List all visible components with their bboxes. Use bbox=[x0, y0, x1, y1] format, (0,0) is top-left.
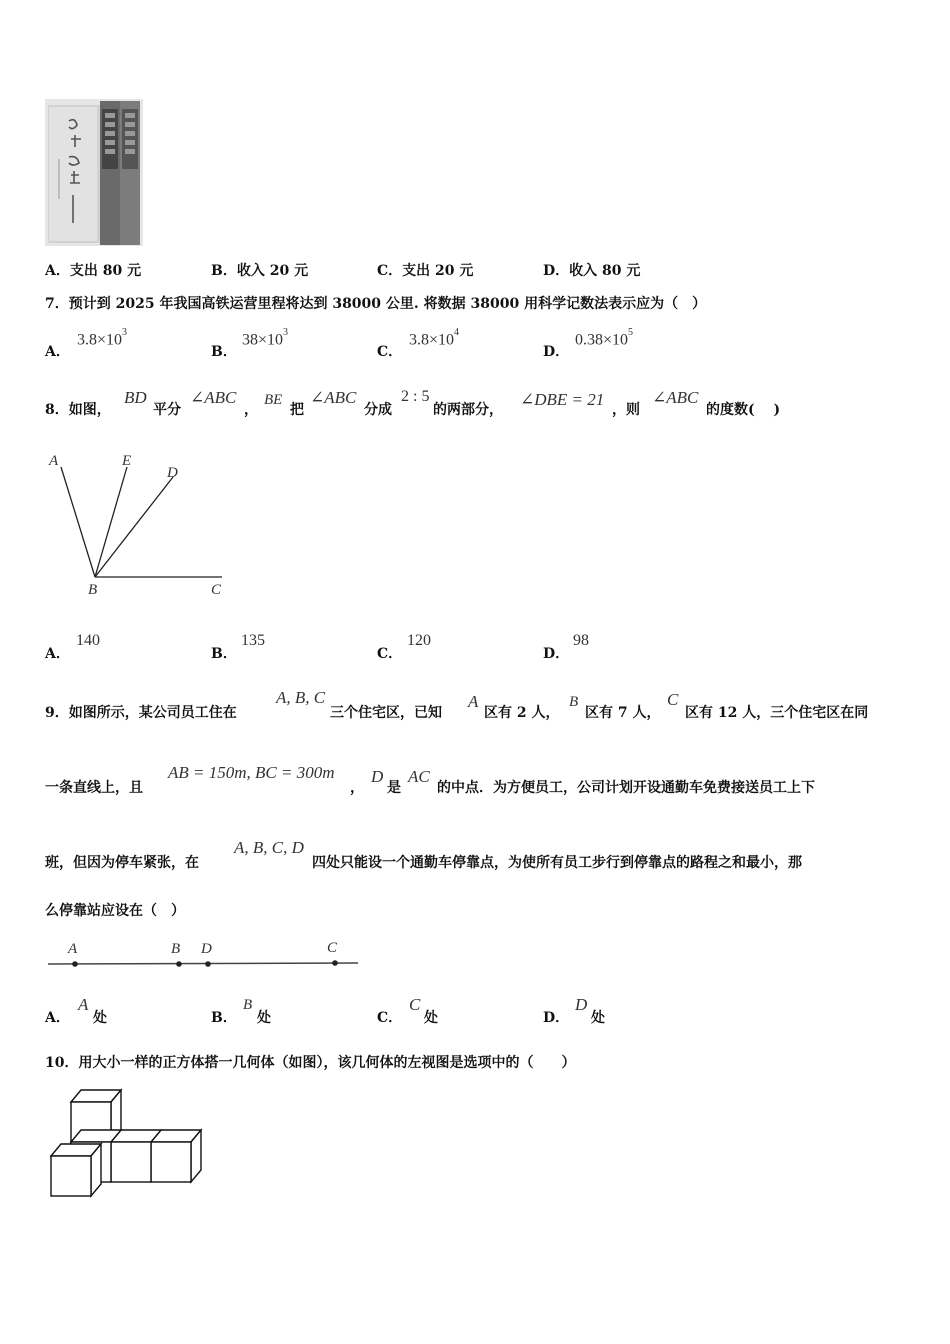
option-letter: A． bbox=[45, 263, 70, 279]
q10-cube-figure bbox=[46, 1082, 208, 1200]
option-var: A bbox=[78, 995, 89, 1014]
option-suffix: 处 bbox=[93, 1010, 107, 1026]
option-var: D bbox=[575, 995, 588, 1014]
q9-option-d[interactable] bbox=[543, 995, 703, 1029]
q8-math-angle-abc: ∠ABC bbox=[652, 388, 699, 407]
option-text: 收入 80 元 bbox=[569, 263, 641, 279]
option-var: B bbox=[243, 997, 253, 1013]
option-suffix: 处 bbox=[424, 1010, 438, 1026]
q7-stem: 7．预计到 2025 年我国高铁运营里程将达到 38000 公里. 将数据 38000 用科学记数法表示应为（ ） bbox=[45, 296, 707, 312]
option-formula: $3.8\times 10^3$ bbox=[77, 327, 128, 349]
option-text: 收入 20 元 bbox=[236, 263, 309, 279]
q9-stem-part: 是 bbox=[387, 780, 401, 796]
q8-option-b[interactable] bbox=[211, 632, 371, 664]
q8-math-angle-dbe: ∠DBE = 21 bbox=[520, 390, 605, 409]
q9-stem-part: 班，但因为停车紧张，在 bbox=[45, 855, 199, 871]
book-photo bbox=[45, 99, 143, 246]
q9-stem-part: 区有 2 人， bbox=[484, 705, 560, 721]
q8-stem-part: 平分 bbox=[153, 402, 181, 418]
q8-stem-part: 的度数( ) bbox=[706, 402, 781, 418]
point-label-a: A bbox=[68, 941, 78, 957]
point-label-b: B bbox=[171, 941, 181, 957]
q9-math-abc: A, B, C bbox=[276, 688, 326, 707]
q9-math-c: C bbox=[667, 690, 679, 709]
option-letter: A． bbox=[45, 344, 70, 360]
option-letter: B． bbox=[211, 1010, 237, 1026]
point-label-e: E bbox=[122, 453, 132, 469]
option-value: 98 bbox=[573, 632, 589, 649]
q8-angle-figure bbox=[44, 450, 234, 600]
option-letter: B． bbox=[211, 344, 237, 360]
q9-math-abcd: A, B, C, D bbox=[234, 838, 304, 857]
q9-math-d: D bbox=[371, 767, 384, 786]
point-label-c: C bbox=[327, 940, 338, 956]
option-letter: C． bbox=[377, 344, 403, 360]
q7-option-a[interactable] bbox=[45, 327, 205, 362]
q6-option-d[interactable] bbox=[543, 261, 640, 281]
option-suffix: 处 bbox=[591, 1010, 605, 1026]
option-letter: D． bbox=[543, 344, 570, 360]
q8-option-d[interactable] bbox=[543, 632, 703, 664]
q9-math-distances: AB = 150m, BC = 300m bbox=[168, 763, 335, 782]
q8-stem-part: 8．如图， bbox=[45, 402, 111, 418]
option-letter: C． bbox=[377, 263, 403, 279]
q8-math-ratio: 2 : 5 bbox=[401, 388, 430, 405]
option-letter: D． bbox=[543, 263, 570, 279]
q8-math-angle-abc: ∠ABC bbox=[190, 388, 237, 407]
q8-math-be: BE bbox=[264, 392, 283, 408]
q9-stem-part: 一条直线上，且 bbox=[45, 780, 143, 796]
q8-math-bd: BD bbox=[124, 388, 147, 407]
q7-option-d[interactable] bbox=[543, 327, 703, 362]
q9-option-c[interactable] bbox=[377, 995, 537, 1029]
option-letter: B． bbox=[211, 263, 237, 279]
option-var: C bbox=[409, 995, 421, 1014]
q9-math-b: B bbox=[569, 694, 579, 710]
point-label-b: B bbox=[88, 582, 98, 598]
point-label-d: D bbox=[201, 941, 212, 957]
q8-stem-part: 分成 bbox=[364, 402, 392, 418]
q9-math-a: A bbox=[468, 692, 479, 711]
q9-option-b[interactable] bbox=[211, 995, 371, 1029]
q6-option-a[interactable] bbox=[45, 261, 141, 281]
option-value: 135 bbox=[241, 632, 265, 649]
option-formula: $38\times 10^3$ bbox=[242, 327, 289, 349]
q10-stem: 10．用大小一样的正方体搭一几何体（如图），该几何体的左视图是选项中的（ ） bbox=[45, 1055, 576, 1071]
option-letter: C． bbox=[377, 1010, 403, 1026]
q8-stem-part: ， bbox=[244, 402, 258, 418]
option-suffix: 处 bbox=[257, 1010, 271, 1026]
q9-option-a[interactable] bbox=[45, 995, 205, 1029]
option-letter: D． bbox=[543, 646, 570, 662]
q9-stem-part: ， bbox=[350, 780, 364, 796]
q8-math-angle-abc: ∠ABC bbox=[310, 388, 357, 407]
option-formula: $3.8\times 10^4$ bbox=[409, 327, 460, 349]
option-formula: $0.38\times 10^5$ bbox=[575, 327, 634, 349]
option-letter: A． bbox=[45, 646, 70, 662]
q9-math-ac: AC bbox=[408, 767, 430, 786]
option-letter: A． bbox=[45, 1010, 70, 1026]
q8-option-c[interactable] bbox=[377, 632, 537, 664]
q8-stem-part: ，则 bbox=[612, 402, 640, 418]
point-label-d: D bbox=[167, 465, 178, 481]
q8-option-a[interactable] bbox=[45, 632, 205, 664]
q8-stem-part: 的两部分， bbox=[433, 402, 503, 418]
q9-stem-part: 的中点．为方便员工，公司计划开设通勤车免费接送员工上下 bbox=[437, 780, 815, 796]
q9-stem-part: 区有 12 人，三个住宅区在同 bbox=[685, 705, 869, 721]
option-text: 支出 80 元 bbox=[69, 263, 142, 279]
q9-line-figure bbox=[44, 936, 364, 972]
q7-option-b[interactable] bbox=[211, 327, 371, 362]
q6-option-c[interactable] bbox=[377, 261, 473, 281]
q8-stem-part: 把 bbox=[290, 402, 304, 418]
option-letter: B． bbox=[211, 646, 237, 662]
point-label-a: A bbox=[49, 453, 59, 469]
q9-stem-part: 么停靠站应设在（ ） bbox=[45, 903, 185, 919]
q7-option-c[interactable] bbox=[377, 327, 537, 362]
q9-stem-part: 9．如图所示，某公司员工住在 bbox=[45, 705, 237, 721]
q9-stem-part: 三个住宅区，已知 bbox=[330, 705, 442, 721]
option-letter: D． bbox=[543, 1010, 570, 1026]
q9-stem-part: 区有 7 人， bbox=[585, 705, 661, 721]
option-value: 120 bbox=[407, 632, 431, 649]
option-value: 140 bbox=[76, 632, 100, 649]
q9-stem-part: 四处只能设一个通勤车停靠点，为使所有员工步行到停靠点的路程之和最小，那 bbox=[312, 855, 802, 871]
q6-option-b[interactable] bbox=[211, 261, 308, 281]
option-letter: C． bbox=[377, 646, 403, 662]
point-label-c: C bbox=[211, 582, 222, 598]
option-text: 支出 20 元 bbox=[402, 263, 474, 279]
